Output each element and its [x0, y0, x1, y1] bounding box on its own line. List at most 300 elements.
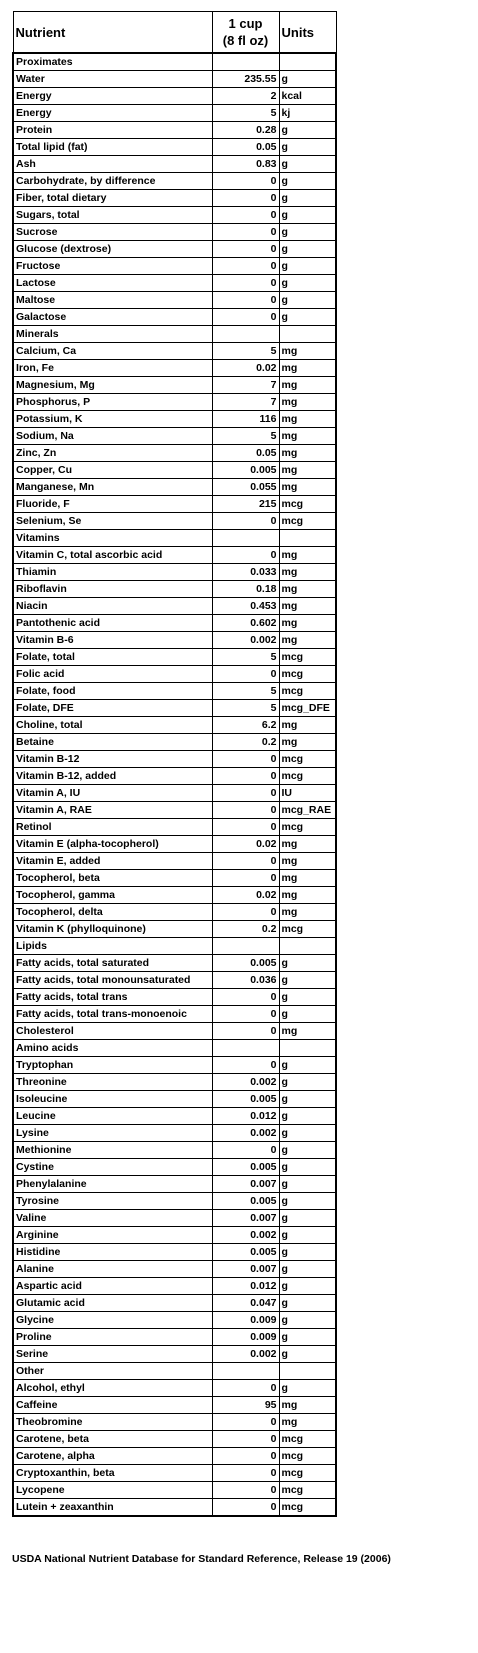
nutrient-amount: 0	[212, 870, 279, 887]
header-amount-line2: (8 fl oz)	[222, 33, 269, 48]
table-row	[13, 1482, 336, 1499]
nutrient-unit: g	[279, 1108, 336, 1125]
table-row	[13, 1091, 336, 1108]
table-row	[13, 1210, 336, 1227]
nutrient-name: Methionine	[13, 1142, 212, 1159]
nutrient-amount: 0	[212, 1431, 279, 1448]
nutrient-amount: 0.012	[212, 1108, 279, 1125]
nutrient-name: Caffeine	[13, 1397, 212, 1414]
nutrient-name: Tocopherol, delta	[13, 904, 212, 921]
section-amount-blank	[212, 1040, 279, 1057]
table-row	[13, 1244, 336, 1261]
nutrient-amount: 0	[212, 785, 279, 802]
nutrient-unit: g	[279, 1227, 336, 1244]
nutrient-unit: g	[279, 1210, 336, 1227]
table-row	[13, 258, 336, 275]
nutrient-amount: 5	[212, 649, 279, 666]
nutrient-name: Tocopherol, gamma	[13, 887, 212, 904]
section-unit-blank	[279, 1363, 336, 1380]
nutrient-amount: 0	[212, 1465, 279, 1482]
table-row	[13, 1125, 336, 1142]
nutrient-amount: 0	[212, 1482, 279, 1499]
nutrient-name: Histidine	[13, 1244, 212, 1261]
nutrient-unit: g	[279, 1312, 336, 1329]
nutrient-amount: 0	[212, 241, 279, 258]
nutrient-name: Selenium, Se	[13, 513, 212, 530]
header-nutrient: Nutrient	[13, 12, 212, 54]
nutrient-unit: g	[279, 1278, 336, 1295]
nutrient-name: Potassium, K	[13, 411, 212, 428]
nutrient-amount: 0.005	[212, 1193, 279, 1210]
nutrient-name: Energy	[13, 88, 212, 105]
section-title: Amino acids	[13, 1040, 212, 1057]
nutrient-amount: 0.05	[212, 139, 279, 156]
nutrient-unit: g	[279, 1295, 336, 1312]
table-row	[13, 598, 336, 615]
nutrient-name: Zinc, Zn	[13, 445, 212, 462]
nutrient-name: Arginine	[13, 1227, 212, 1244]
section-amount-blank	[212, 530, 279, 547]
nutrient-unit: g	[279, 1193, 336, 1210]
nutrient-amount: 0	[212, 802, 279, 819]
nutrient-name: Vitamin E, added	[13, 853, 212, 870]
nutrient-name: Riboflavin	[13, 581, 212, 598]
nutrient-name: Choline, total	[13, 717, 212, 734]
table-row	[13, 207, 336, 224]
table-row	[13, 1074, 336, 1091]
nutrient-amount: 5	[212, 683, 279, 700]
nutrient-amount: 0.2	[212, 921, 279, 938]
nutrient-unit: g	[279, 258, 336, 275]
nutrient-name: Theobromine	[13, 1414, 212, 1431]
nutrient-name: Phenylalanine	[13, 1176, 212, 1193]
nutrient-unit: mcg	[279, 666, 336, 683]
nutrient-name: Fatty acids, total saturated	[13, 955, 212, 972]
nutrient-name: Aspartic acid	[13, 1278, 212, 1295]
nutrient-amount: 0.009	[212, 1329, 279, 1346]
nutrient-amount: 0	[212, 1057, 279, 1074]
nutrient-unit: mg	[279, 462, 336, 479]
nutrient-name: Fiber, total dietary	[13, 190, 212, 207]
nutrient-amount: 0	[212, 258, 279, 275]
header-row	[13, 12, 336, 54]
nutrient-amount: 0	[212, 1380, 279, 1397]
nutrient-amount: 0	[212, 1414, 279, 1431]
section-header-row	[13, 53, 336, 71]
nutrient-amount: 0	[212, 751, 279, 768]
table-row	[13, 751, 336, 768]
nutrient-amount: 0.007	[212, 1210, 279, 1227]
nutrient-amount: 0	[212, 173, 279, 190]
nutrient-amount: 6.2	[212, 717, 279, 734]
nutrient-unit: mg	[279, 428, 336, 445]
nutrient-unit: g	[279, 207, 336, 224]
section-title: Lipids	[13, 938, 212, 955]
nutrient-name: Glucose (dextrose)	[13, 241, 212, 258]
nutrient-unit: g	[279, 1142, 336, 1159]
table-row	[13, 904, 336, 921]
nutrient-name: Vitamin E (alpha-tocopherol)	[13, 836, 212, 853]
nutrient-amount: 0.002	[212, 1227, 279, 1244]
nutrient-name: Maltose	[13, 292, 212, 309]
nutrient-unit: mg	[279, 411, 336, 428]
nutrient-amount: 0	[212, 1448, 279, 1465]
table-body	[13, 53, 336, 1516]
nutrient-unit: mg	[279, 564, 336, 581]
nutrient-unit: kcal	[279, 88, 336, 105]
nutrient-name: Fatty acids, total trans	[13, 989, 212, 1006]
nutrient-amount: 0.28	[212, 122, 279, 139]
table-row	[13, 649, 336, 666]
nutrient-name: Fluoride, F	[13, 496, 212, 513]
nutrient-amount: 0.012	[212, 1278, 279, 1295]
nutrient-amount: 0	[212, 1142, 279, 1159]
table-row	[13, 1176, 336, 1193]
nutrient-amount: 5	[212, 105, 279, 122]
nutrient-unit: g	[279, 1125, 336, 1142]
nutrient-amount: 0	[212, 309, 279, 326]
nutrient-amount: 2	[212, 88, 279, 105]
nutrient-amount: 0.002	[212, 1346, 279, 1363]
section-title: Minerals	[13, 326, 212, 343]
table-row	[13, 972, 336, 989]
nutrient-name: Vitamin K (phylloquinone)	[13, 921, 212, 938]
table-row	[13, 1499, 336, 1517]
nutrient-unit: mcg	[279, 1482, 336, 1499]
table-row	[13, 1295, 336, 1312]
table-row	[13, 1108, 336, 1125]
nutrient-unit: g	[279, 1159, 336, 1176]
nutrient-amount: 0.453	[212, 598, 279, 615]
table-row	[13, 71, 336, 88]
nutrient-name: Magnesium, Mg	[13, 377, 212, 394]
nutrient-amount: 0	[212, 207, 279, 224]
nutrient-unit: g	[279, 122, 336, 139]
nutrient-name: Tocopherol, beta	[13, 870, 212, 887]
section-amount-blank	[212, 1363, 279, 1380]
table-row	[13, 887, 336, 904]
section-title: Vitamins	[13, 530, 212, 547]
nutrient-unit: g	[279, 1261, 336, 1278]
nutrient-unit: g	[279, 955, 336, 972]
nutrient-unit: g	[279, 989, 336, 1006]
nutrient-name: Serine	[13, 1346, 212, 1363]
nutrient-unit: mcg	[279, 513, 336, 530]
table-row	[13, 921, 336, 938]
table-row	[13, 1380, 336, 1397]
table-row	[13, 955, 336, 972]
nutrient-amount: 0	[212, 989, 279, 1006]
header-amount-line1: 1 cup	[228, 16, 263, 31]
nutrient-unit: g	[279, 275, 336, 292]
nutrient-amount: 0.02	[212, 887, 279, 904]
section-unit-blank	[279, 1040, 336, 1057]
table-row	[13, 1278, 336, 1295]
nutrient-name: Ash	[13, 156, 212, 173]
nutrient-unit: mg	[279, 547, 336, 564]
nutrient-unit: mcg	[279, 1499, 336, 1517]
nutrient-unit: g	[279, 1091, 336, 1108]
nutrient-name: Niacin	[13, 598, 212, 615]
table-row	[13, 768, 336, 785]
table-row	[13, 190, 336, 207]
table-row	[13, 1023, 336, 1040]
nutrient-amount: 0	[212, 275, 279, 292]
table-row	[13, 1414, 336, 1431]
nutrient-amount: 0.005	[212, 1091, 279, 1108]
nutrient-unit: mg	[279, 1397, 336, 1414]
table-row	[13, 411, 336, 428]
nutrient-amount: 0.18	[212, 581, 279, 598]
nutrient-name: Protein	[13, 122, 212, 139]
nutrient-name: Betaine	[13, 734, 212, 751]
nutrient-unit: mg	[279, 581, 336, 598]
table-row	[13, 445, 336, 462]
nutrient-amount: 7	[212, 394, 279, 411]
nutrient-unit: mg	[279, 360, 336, 377]
nutrient-name: Carotene, beta	[13, 1431, 212, 1448]
nutrient-unit: mg	[279, 343, 336, 360]
table-row	[13, 224, 336, 241]
nutrient-unit: g	[279, 1176, 336, 1193]
nutrient-unit: mg	[279, 1023, 336, 1040]
nutrient-unit: mcg	[279, 1448, 336, 1465]
nutrient-name: Calcium, Ca	[13, 343, 212, 360]
nutrient-amount: 95	[212, 1397, 279, 1414]
nutrient-name: Sugars, total	[13, 207, 212, 224]
nutrient-name: Lycopene	[13, 1482, 212, 1499]
nutrient-name: Proline	[13, 1329, 212, 1346]
nutrient-name: Cryptoxanthin, beta	[13, 1465, 212, 1482]
table-row	[13, 632, 336, 649]
table-row	[13, 615, 336, 632]
section-amount-blank	[212, 53, 279, 71]
nutrient-unit: g	[279, 173, 336, 190]
nutrient-name: Carotene, alpha	[13, 1448, 212, 1465]
nutrient-unit: g	[279, 292, 336, 309]
nutrient-unit: mg	[279, 734, 336, 751]
nutrient-unit: g	[279, 1057, 336, 1074]
nutrient-amount: 0.002	[212, 1125, 279, 1142]
nutrient-name: Folate, food	[13, 683, 212, 700]
nutrient-name: Carbohydrate, by difference	[13, 173, 212, 190]
table-row	[13, 989, 336, 1006]
table-row	[13, 836, 336, 853]
nutrient-name: Phosphorus, P	[13, 394, 212, 411]
nutrient-unit: mg	[279, 445, 336, 462]
section-header-row	[13, 1363, 336, 1380]
nutrient-unit: g	[279, 309, 336, 326]
nutrient-unit: mg	[279, 853, 336, 870]
nutrient-unit: mcg_DFE	[279, 700, 336, 717]
table-row	[13, 496, 336, 513]
nutrient-name: Alcohol, ethyl	[13, 1380, 212, 1397]
nutrient-amount: 0	[212, 547, 279, 564]
header-amount	[212, 12, 279, 54]
nutrient-amount: 7	[212, 377, 279, 394]
section-title: Proximates	[13, 53, 212, 71]
nutrient-unit: mg	[279, 717, 336, 734]
nutrient-amount: 0	[212, 1499, 279, 1517]
nutrient-name: Vitamin A, IU	[13, 785, 212, 802]
table-row	[13, 462, 336, 479]
section-amount-blank	[212, 938, 279, 955]
table-row	[13, 1193, 336, 1210]
table-row	[13, 343, 336, 360]
nutrient-amount: 0	[212, 666, 279, 683]
section-header-row	[13, 1040, 336, 1057]
nutrient-name: Thiamin	[13, 564, 212, 581]
table-row	[13, 1448, 336, 1465]
nutrient-unit: mcg_RAE	[279, 802, 336, 819]
nutrient-name: Isoleucine	[13, 1091, 212, 1108]
nutrient-amount: 0	[212, 768, 279, 785]
table-row	[13, 1006, 336, 1023]
nutrient-name: Sodium, Na	[13, 428, 212, 445]
section-header-row	[13, 530, 336, 547]
nutrient-amount: 0.005	[212, 1159, 279, 1176]
nutrient-name: Fructose	[13, 258, 212, 275]
nutrient-name: Valine	[13, 1210, 212, 1227]
nutrient-name: Manganese, Mn	[13, 479, 212, 496]
nutrient-amount: 0	[212, 819, 279, 836]
nutrient-unit: g	[279, 190, 336, 207]
nutrient-amount: 0	[212, 904, 279, 921]
nutrient-amount: 0	[212, 190, 279, 207]
section-unit-blank	[279, 53, 336, 71]
nutrient-amount: 0.009	[212, 1312, 279, 1329]
nutrient-amount: 0.007	[212, 1176, 279, 1193]
nutrient-name: Vitamin B-12, added	[13, 768, 212, 785]
table-header	[13, 12, 336, 54]
table-row	[13, 292, 336, 309]
nutrient-name: Retinol	[13, 819, 212, 836]
nutrient-name: Tryptophan	[13, 1057, 212, 1074]
table-row	[13, 1312, 336, 1329]
nutrient-unit: g	[279, 224, 336, 241]
nutrient-unit: mg	[279, 904, 336, 921]
nutrient-amount: 0.005	[212, 462, 279, 479]
nutrient-amount: 0.005	[212, 955, 279, 972]
nutrient-name: Fatty acids, total trans-monoenoic	[13, 1006, 212, 1023]
nutrient-unit: g	[279, 1006, 336, 1023]
nutrient-unit: mg	[279, 615, 336, 632]
table-row	[13, 377, 336, 394]
table-row	[13, 1057, 336, 1074]
nutrient-unit: kj	[279, 105, 336, 122]
table-row	[13, 309, 336, 326]
nutrient-name: Lactose	[13, 275, 212, 292]
nutrient-unit: IU	[279, 785, 336, 802]
nutrient-unit: mcg	[279, 819, 336, 836]
nutrient-unit: mcg	[279, 768, 336, 785]
nutrient-unit: g	[279, 1329, 336, 1346]
nutrient-amount: 0.005	[212, 1244, 279, 1261]
table-row	[13, 734, 336, 751]
nutrient-name: Folate, DFE	[13, 700, 212, 717]
nutrient-name: Threonine	[13, 1074, 212, 1091]
nutrient-unit: g	[279, 1244, 336, 1261]
nutrient-unit: g	[279, 1346, 336, 1363]
nutrient-unit: mg	[279, 1414, 336, 1431]
section-amount-blank	[212, 326, 279, 343]
table-row	[13, 870, 336, 887]
table-row	[13, 1465, 336, 1482]
nutrient-amount: 0.033	[212, 564, 279, 581]
nutrient-unit: g	[279, 1074, 336, 1091]
nutrient-unit: g	[279, 71, 336, 88]
table-row	[13, 853, 336, 870]
nutrient-unit: g	[279, 1380, 336, 1397]
table-row	[13, 819, 336, 836]
table-row	[13, 717, 336, 734]
nutrient-name: Folate, total	[13, 649, 212, 666]
nutrient-unit: mcg	[279, 751, 336, 768]
section-unit-blank	[279, 530, 336, 547]
section-unit-blank	[279, 326, 336, 343]
table-row	[13, 1397, 336, 1414]
nutrient-amount: 215	[212, 496, 279, 513]
nutrient-name: Iron, Fe	[13, 360, 212, 377]
header-units: Units	[279, 12, 336, 54]
nutrient-amount: 0.05	[212, 445, 279, 462]
nutrient-unit: mg	[279, 377, 336, 394]
nutrient-amount: 0.002	[212, 1074, 279, 1091]
table-row	[13, 564, 336, 581]
table-row	[13, 1346, 336, 1363]
nutrient-amount: 0	[212, 1006, 279, 1023]
section-title: Other	[13, 1363, 212, 1380]
nutrient-amount: 0.002	[212, 632, 279, 649]
nutrient-amount: 0.036	[212, 972, 279, 989]
nutrient-name: Alanine	[13, 1261, 212, 1278]
table-row	[13, 479, 336, 496]
table-row	[13, 1227, 336, 1244]
nutrient-name: Leucine	[13, 1108, 212, 1125]
nutrient-name: Sucrose	[13, 224, 212, 241]
nutrient-name: Galactose	[13, 309, 212, 326]
nutrient-name: Pantothenic acid	[13, 615, 212, 632]
table-row	[13, 1329, 336, 1346]
section-unit-blank	[279, 938, 336, 955]
nutrient-amount: 235.55	[212, 71, 279, 88]
nutrient-unit: mg	[279, 870, 336, 887]
table-row	[13, 88, 336, 105]
table-row	[13, 785, 336, 802]
source-note: USDA National Nutrient Database for Standard Reference, Release 19 (2006)	[12, 1553, 391, 1565]
nutrient-name: Fatty acids, total monounsaturated	[13, 972, 212, 989]
nutrient-unit: mg	[279, 836, 336, 853]
table-row	[13, 156, 336, 173]
nutrient-name: Water	[13, 71, 212, 88]
nutrient-name: Vitamin C, total ascorbic acid	[13, 547, 212, 564]
nutrient-name: Folic acid	[13, 666, 212, 683]
table-row	[13, 139, 336, 156]
nutrient-name: Cystine	[13, 1159, 212, 1176]
table-row	[13, 581, 336, 598]
nutrient-unit: mg	[279, 598, 336, 615]
table-row	[13, 275, 336, 292]
nutrient-unit: mcg	[279, 683, 336, 700]
nutrient-amount: 0.83	[212, 156, 279, 173]
nutrient-amount: 5	[212, 343, 279, 360]
nutrient-name: Energy	[13, 105, 212, 122]
nutrient-amount: 0	[212, 513, 279, 530]
nutrient-unit: g	[279, 241, 336, 258]
nutrient-amount: 0	[212, 224, 279, 241]
table-row	[13, 428, 336, 445]
nutrient-unit: g	[279, 972, 336, 989]
